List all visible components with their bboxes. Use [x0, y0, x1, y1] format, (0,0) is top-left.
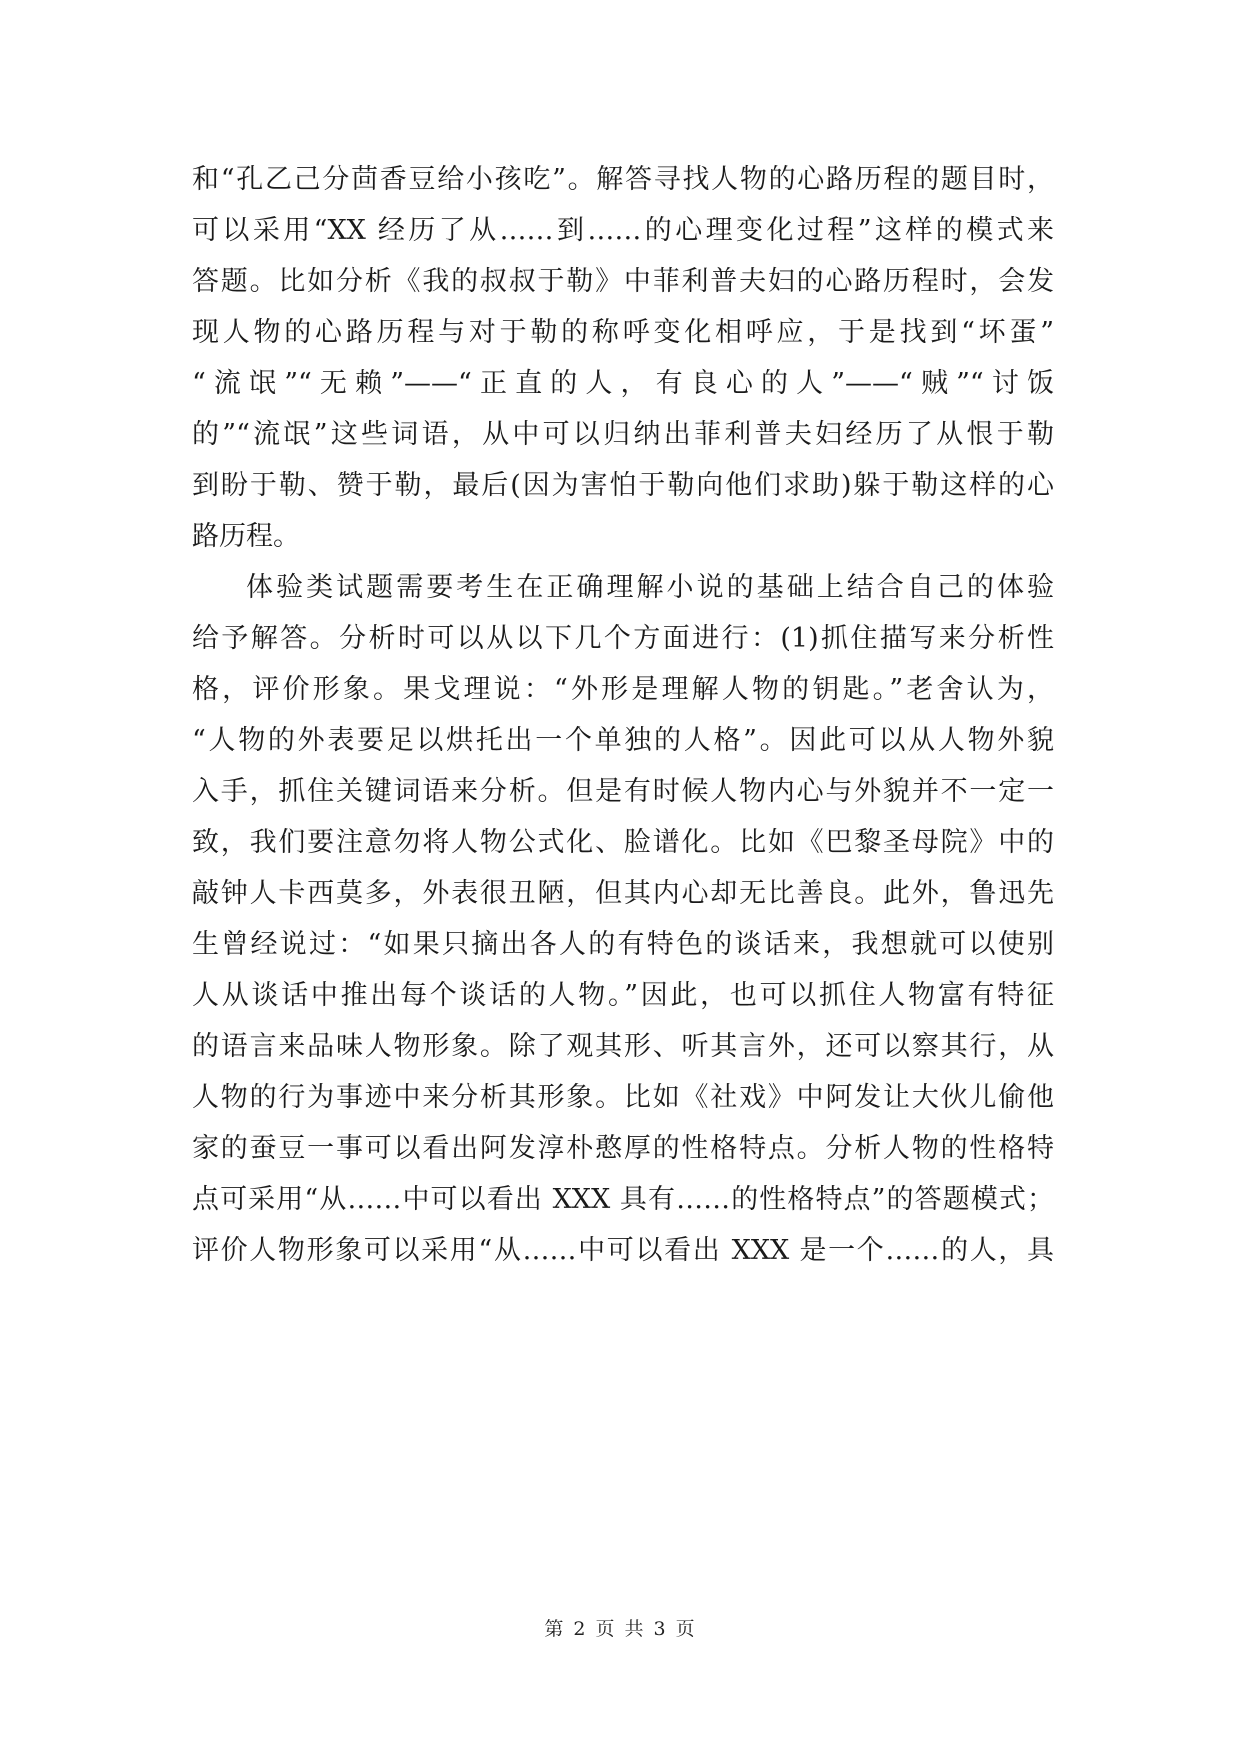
- text-line: 点可采用“从……中可以看出 XXX 具有……的性格特点”的答题模式；: [192, 1184, 1054, 1215]
- text-line: 到盼于勒、赞于勒，最后(因为害怕于勒向他们求助)躲于勒这样的心: [192, 470, 1054, 501]
- text-line: 现人物的心路历程与对于勒的称呼变化相呼应，于是找到“坏蛋”: [192, 317, 1054, 348]
- text-line: 入手，抓住关键词语来分析。但是有时候人物内心与外貌并不一定一: [192, 776, 1054, 807]
- page-number-footer: 第 2 页 共 3 页: [544, 1618, 697, 1640]
- text-line: 的”“流氓”这些词语，从中可以归纳出菲利普夫妇经历了从恨于勒: [192, 419, 1054, 450]
- paragraph-1: [192, 154, 1054, 562]
- text-line: 人物的行为事迹中来分析其形象。比如《社戏》中阿发让大伙儿偷他: [192, 1082, 1054, 1113]
- text-line: 和“孔乙己分茴香豆给小孩吃”。解答寻找人物的心路历程的题目时，: [192, 164, 1054, 195]
- text-line: 家的蚕豆一事可以看出阿发淳朴憨厚的性格特点。分析人物的性格特: [192, 1133, 1054, 1164]
- text-line: 可以采用“XX 经历了从……到……的心理变化过程”这样的模式来: [192, 215, 1054, 246]
- text-line: 的语言来品味人物形象。除了观其形、听其言外，还可以察其行，从: [192, 1031, 1054, 1062]
- paragraph-2: [192, 562, 1054, 1276]
- text-line: 体验类试题需要考生在正确理解小说的基础上结合自己的体验: [246, 572, 1054, 603]
- text-line: 人从谈话中推出每个谈话的人物。”因此，也可以抓住人物富有特征: [192, 980, 1054, 1011]
- text-line: “人物的外表要足以烘托出一个单独的人格”。因此可以从人物外貌: [192, 725, 1054, 756]
- text-line: 生曾经说过：“如果只摘出各人的有特色的谈话来，我想就可以使别: [192, 929, 1054, 960]
- text-line: 格，评价形象。果戈理说：“外形是理解人物的钥匙。”老舍认为，: [192, 674, 1054, 705]
- text-line: 评价人物形象可以采用“从……中可以看出 XXX 是一个……的人，具: [192, 1235, 1054, 1266]
- text-line: “流氓”“无赖”——“正直的人，有良心的人”——“贼”“讨饭: [192, 368, 1054, 399]
- text-line: 答题。比如分析《我的叔叔于勒》中菲利普夫妇的心路历程时，会发: [192, 266, 1054, 297]
- text-line: 致，我们要注意勿将人物公式化、脸谱化。比如《巴黎圣母院》中的: [192, 827, 1054, 858]
- text-line: 路历程。: [192, 521, 300, 552]
- text-line: 敲钟人卡西莫多，外表很丑陋，但其内心却无比善良。此外，鲁迅先: [192, 878, 1054, 909]
- body-text: [192, 154, 1054, 1276]
- text-line: 给予解答。分析时可以从以下几个方面进行：(1)抓住描写来分析性: [192, 623, 1054, 654]
